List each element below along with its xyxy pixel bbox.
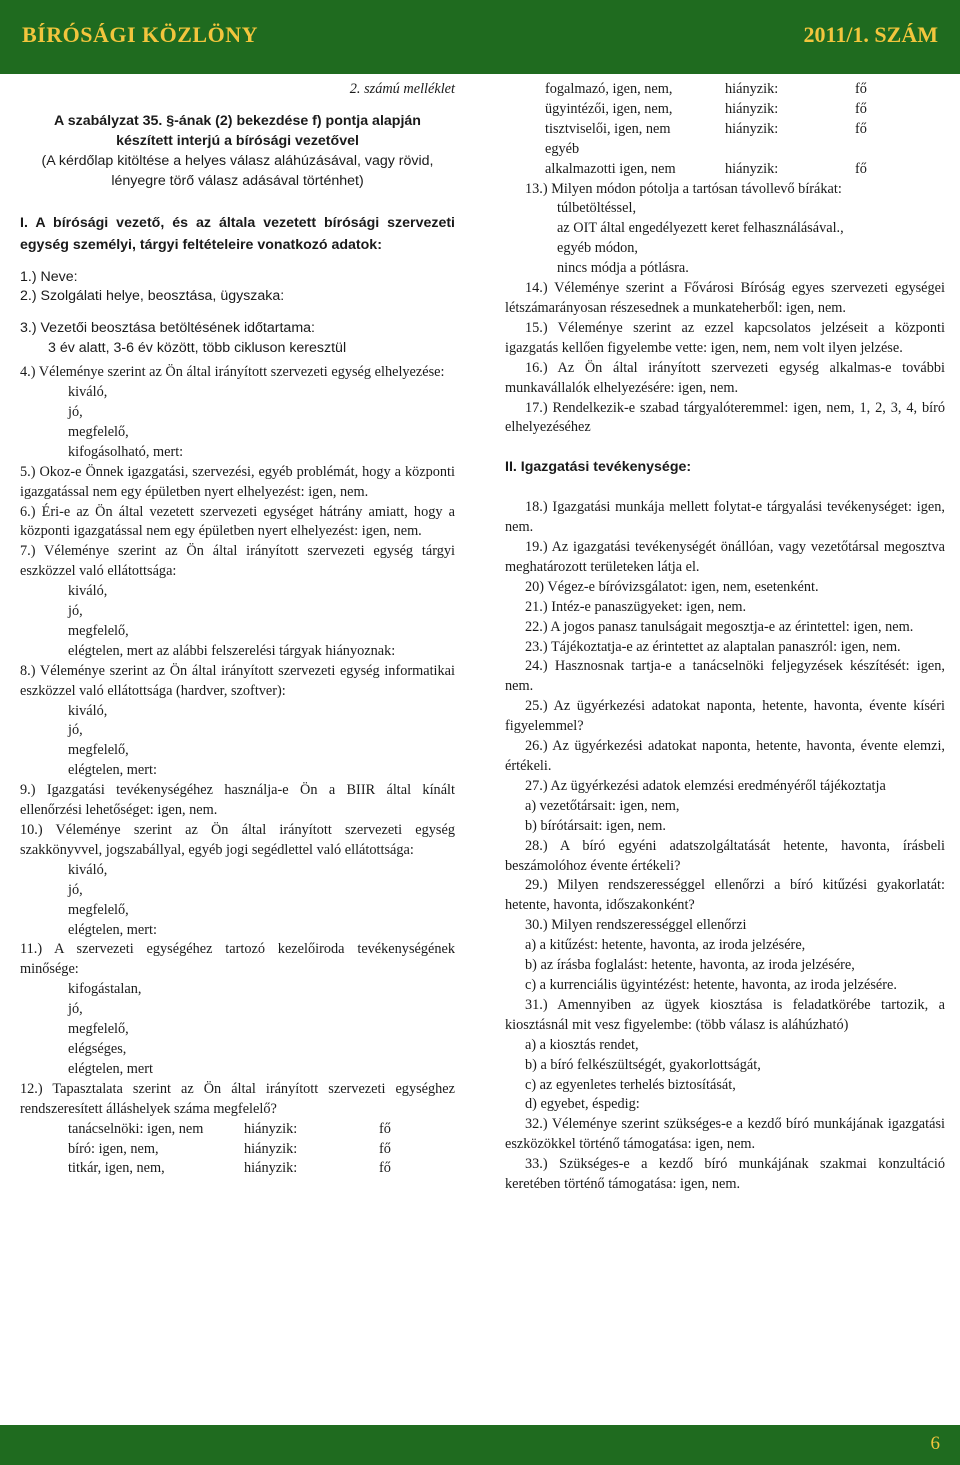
option: megfelelő, bbox=[68, 1021, 129, 1038]
staff-row bbox=[545, 100, 945, 120]
question-31: 31.) Amennyiben az ügyek kiosztása is feladatkörébe tartozik, a kiosztásnál mit vesz figyelembe: (több válasz is aláhúzható) bbox=[505, 996, 945, 1033]
question-11: 11.) A szervezeti egységéhez tartozó kezelőiroda tevékenységének minősége: bbox=[20, 941, 455, 978]
staff-row bbox=[68, 1120, 455, 1140]
staff-row bbox=[545, 120, 945, 140]
option: egyéb módon, bbox=[557, 240, 638, 257]
staff-row-missing: hiányzik: bbox=[725, 160, 779, 177]
option: elégtelen, mert az alábbi felszerelési tárgyak hiányoznak: bbox=[68, 642, 396, 659]
staff-row-unit: fő bbox=[855, 81, 867, 97]
page-footer bbox=[0, 1425, 960, 1465]
question-29: 29.) Milyen rendszerességgel ellenőrzi a bíró kitűzési gyakorlatát: hetente, havonta, időszakonként? bbox=[505, 877, 945, 914]
staff-row-label: tisztviselői, igen, nem bbox=[545, 120, 671, 137]
question-2: 2.) Szolgálati helye, beosztása, ügyszaka: bbox=[20, 288, 285, 305]
staff-row bbox=[545, 160, 945, 180]
option: megfelelő, bbox=[68, 622, 129, 639]
intro-line-1: A szabályzat 35. §-ának (2) bekezdése f) pontja alapján bbox=[54, 112, 421, 129]
option: megfelelő, bbox=[68, 423, 129, 440]
question-31-options bbox=[505, 1036, 945, 1116]
question-10: 10.) Véleménye szerint az Ön által irányított szervezeti egység szakkönyvvel, jogszabállyal, egyéb jogi segédlettel való ellátottsága: bbox=[20, 822, 455, 858]
staff-row-missing: hiányzik: bbox=[244, 1120, 298, 1137]
staff-row bbox=[545, 140, 945, 160]
question-19: 19.) Az igazgatási tevékenységét önállóan, vagy vezetőtársal megosztva meghatározott területeken látja el. bbox=[505, 539, 945, 575]
option: a) a kiosztás rendet, bbox=[525, 1036, 639, 1053]
question-13: 13.) Milyen módon pótolja a tartósan távollevő bírákat: bbox=[525, 180, 842, 197]
question-3-options: 3 év alatt, 3-6 év között, több cikluson keresztül bbox=[48, 340, 347, 357]
staff-row-label: fogalmazó, igen, nem, bbox=[545, 81, 673, 97]
question-1: 1.) Neve: bbox=[20, 268, 78, 285]
staff-row-missing: hiányzik: bbox=[244, 1140, 298, 1157]
staff-row bbox=[68, 1159, 455, 1179]
option: d) egyebet, éspedig: bbox=[525, 1096, 640, 1113]
intro-line-3: (A kérdőlap kitöltése a helyes válasz aláhúzásával, vagy rövid, bbox=[41, 152, 434, 169]
option: c) az egyenletes terhelés biztosítását, bbox=[525, 1076, 736, 1093]
annex-label: 2. számú melléklet bbox=[349, 81, 455, 97]
question-11-options bbox=[20, 980, 455, 1080]
question-16: 16.) Az Ön által irányított szervezeti egység alkalmas-e további munkavállalók elhelyezésére: igen, nem. bbox=[505, 359, 945, 396]
question-15: 15.) Véleménye szerint az ezzel kapcsolatos jelzéseit a központi igazgatás kellően figyelembe vette: igen, nem, nem volt ilyen jelzése. bbox=[505, 319, 945, 356]
question-27-a: a) vezetőtársait: igen, nem, bbox=[525, 797, 680, 814]
option: megfelelő, bbox=[68, 901, 129, 918]
option: jó, bbox=[68, 1001, 83, 1018]
staff-rows-continued bbox=[505, 80, 945, 180]
question-23: 23.) Tájékoztatja-e az érintettet az alaptalan panaszról: igen, nem. bbox=[525, 638, 901, 655]
question-7-options bbox=[20, 582, 455, 662]
issue-number: 2011/1. SZÁM bbox=[803, 22, 938, 47]
question-8-options bbox=[20, 702, 455, 782]
question-33: 33.) Szükséges-e a kezdő bíró munkájának szakmai konzultáció keretében történő támogatása: igen, nem. bbox=[505, 1156, 945, 1193]
question-13-options bbox=[505, 199, 945, 279]
staff-row-missing: hiányzik: bbox=[244, 1160, 298, 1177]
question-30-b: b) az írásba foglalást: hetente, havonta, az iroda jelzésére, bbox=[525, 957, 855, 974]
option: kifogástalan, bbox=[68, 981, 142, 998]
question-26: 26.) Az ügyérkezési adatokat naponta, hetente, havonta, évente elemzi, értékeli. bbox=[505, 738, 945, 774]
staff-row-label: egyéb bbox=[545, 140, 580, 157]
question-22: 22.) A jogos panasz tanulságait megosztja-e az érintettel: igen, nem. bbox=[525, 618, 914, 635]
staff-row-label: alkalmazotti igen, nem bbox=[545, 160, 676, 177]
question-24: 24.) Hasznosnak tartja-e a tanácselnöki feljegyzések készítését: igen, nem. bbox=[505, 658, 945, 695]
staff-row-missing: hiányzik: bbox=[725, 120, 779, 137]
option: jó, bbox=[68, 403, 83, 420]
option: kiváló, bbox=[68, 583, 108, 600]
staff-row-unit: fő bbox=[855, 160, 867, 177]
question-8: 8.) Véleménye szerint az Ön által irányított szervezeti egység informatikai eszközzel való ellátottsága (hardver, szoftver): bbox=[20, 662, 455, 699]
question-17: 17.) Rendelkezik-e szabad tárgyalóteremmel: igen, nem, 1, 2, 3, 4, bíró elhelyezéséhez bbox=[505, 399, 945, 436]
question-3: 3.) Vezetői beosztása betöltésének időtartama: bbox=[20, 320, 315, 337]
staff-row-label: bíró: igen, nem, bbox=[68, 1140, 159, 1157]
question-27-b: b) bírótársait: igen, nem. bbox=[525, 817, 666, 834]
staff-row-label: ügyintézői, igen, nem, bbox=[545, 100, 673, 117]
option: jó, bbox=[68, 722, 83, 739]
journal-title: BÍRÓSÁGI KÖZLÖNY bbox=[22, 22, 258, 47]
staff-row-label: titkár, igen, nem, bbox=[68, 1160, 165, 1177]
staff-row-unit: fő bbox=[379, 1120, 391, 1137]
question-27: 27.) Az ügyérkezési adatok elemzési eredményéről tájékoztatja bbox=[525, 777, 886, 794]
option: az OIT által engedélyezett keret felhasználásával., bbox=[557, 220, 844, 237]
question-14: 14.) Véleménye szerint a Fővárosi Bíróság egyes szervezeti egységei létszámarányosan részesednek a munkateherből: igen, nem. bbox=[505, 280, 945, 316]
section-2-heading: II. Igazgatási tevékenysége: bbox=[505, 459, 692, 476]
question-21: 21.) Intéz-e panaszügyeket: igen, nem. bbox=[525, 598, 747, 615]
option: kiváló, bbox=[68, 861, 108, 878]
option: kiváló, bbox=[68, 702, 108, 719]
question-4: 4.) Véleménye szerint az Ön által irányított szervezeti egység elhelyezése: bbox=[20, 364, 445, 381]
option: kifogásolható, mert: bbox=[68, 443, 184, 460]
option: elégtelen, mert: bbox=[68, 921, 157, 938]
question-5: 5.) Okoz-e Önnek igazgatási, szervezési, egyéb problémát, hogy a központi igazgatással nem egy épületben nyert elhelyezést: igen, nem. bbox=[20, 463, 455, 500]
question-18: 18.) Igazgatási munkája mellett folytat-e tárgyalási tevékenységet: igen, nem. bbox=[505, 499, 945, 536]
page-number: 6 bbox=[930, 1433, 940, 1454]
intro-line-2: készített interjú a bírósági vezetővel bbox=[116, 132, 359, 149]
option: b) a bíró felkészültségét, gyakorlottságát, bbox=[525, 1056, 761, 1073]
question-12: 12.) Tapasztalata szerint az Ön által irányított szervezeti egységhez rendszeresített álláshelyek száma megfelelő? bbox=[20, 1080, 455, 1117]
question-28: 28.) A bíró egyéni adatszolgáltatását hetente, havonta, írásbeli beszámolóhoz évente értékeli? bbox=[505, 837, 945, 874]
staff-row-label: tanácselnöki: igen, nem bbox=[68, 1120, 204, 1137]
staff-row-unit: fő bbox=[855, 100, 867, 117]
question-20: 20) Végez-e bíróvizsgálatot: igen, nem, esetenként. bbox=[525, 578, 819, 595]
question-30-c: c) a kurrenciális ügyintézést: hetente, havonta, az iroda jelzésére. bbox=[525, 976, 897, 993]
left-column bbox=[20, 80, 455, 1179]
question-12-rows bbox=[20, 1120, 455, 1180]
option: jó, bbox=[68, 603, 83, 620]
question-7: 7.) Véleménye szerint az Ön által irányított szervezeti egység tárgyi eszközzel való ellátottsága: bbox=[20, 543, 455, 580]
intro-block bbox=[20, 112, 455, 192]
staff-row-missing: hiányzik: bbox=[725, 100, 779, 117]
page-header bbox=[0, 0, 960, 74]
intro-line-4: lényegre törő válasz adásával történhet) bbox=[111, 172, 364, 189]
option: nincs módja a pótlásra. bbox=[557, 260, 689, 277]
staff-row-unit: fő bbox=[379, 1160, 391, 1177]
section-1-heading: I. A bírósági vezető, és az általa vezetett bírósági szervezeti egység személyi, tárgyi feltételeire vonatkozó adatok: bbox=[20, 214, 455, 253]
staff-row bbox=[68, 1140, 455, 1160]
option: kiváló, bbox=[68, 384, 108, 401]
staff-row bbox=[545, 80, 945, 100]
option: elégtelen, mert bbox=[68, 1060, 153, 1077]
staff-row-unit: fő bbox=[379, 1140, 391, 1157]
option: elégséges, bbox=[68, 1040, 127, 1057]
option: elégtelen, mert: bbox=[68, 762, 157, 779]
question-6: 6.) Éri-e az Ön által vezetett szervezeti egységet hátrány amiatt, hogy a központi igazgatással nem egy épületben nyert elhelyezést: igen, nem. bbox=[20, 503, 455, 540]
option: megfelelő, bbox=[68, 742, 129, 759]
staff-row-missing: hiányzik: bbox=[725, 81, 779, 97]
staff-row-unit: fő bbox=[855, 120, 867, 137]
question-30: 30.) Milyen rendszerességgel ellenőrzi bbox=[525, 917, 747, 934]
question-4-options bbox=[20, 383, 455, 463]
option: jó, bbox=[68, 881, 83, 898]
question-32: 32.) Véleménye szerint szükséges-e a kezdő bíró munkájának igazgatási eszközökkel történő támogatása: igen, nem. bbox=[505, 1116, 945, 1153]
question-30-a: a) a kitűzést: hetente, havonta, az iroda jelzésére, bbox=[525, 937, 806, 954]
option: túlbetöltéssel, bbox=[557, 200, 637, 217]
question-9: 9.) Igazgatási tevékenységéhez használja-e Ön a BIIR által kínált ellenőrzési lehetőséget: igen, nem. bbox=[20, 782, 455, 819]
question-25: 25.) Az ügyérkezési adatokat naponta, hetente, havonta, évente kíséri figyelemmel? bbox=[505, 698, 945, 735]
question-10-options bbox=[20, 861, 455, 941]
right-column bbox=[505, 80, 945, 1195]
